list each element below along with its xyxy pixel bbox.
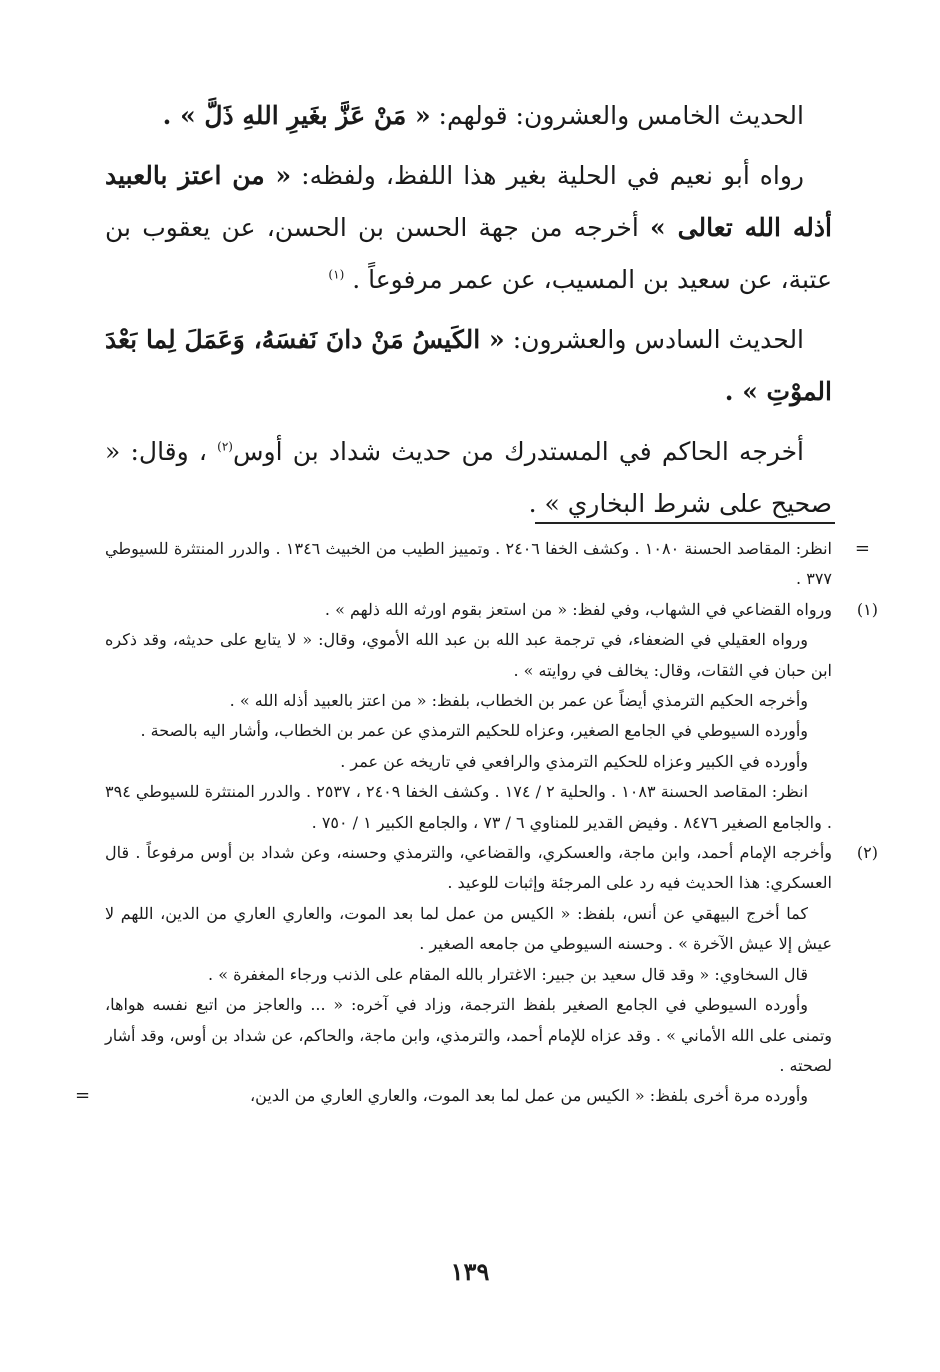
text-segment: أخرجه من جهة الحسن بن الحسن، عن يعقوب بن عتبة، عن سعيد بن المسيب، عن عمر مرفوعاً . xyxy=(105,213,832,294)
footnote-text: وأخرجه الإمام أحمد، وابن ماجة، والعسكري، والقضاعي، والترمذي وحسنه، وعن شداد بن أوس مرفوعاً . قال العسكري: هذا الحديث فيه رد على المرجئة وإثبات للوعيد . xyxy=(105,843,832,893)
footnote-2-line: قال السخاوي: « وقد قال سعيد بن جبير: الاغترار بالله المقام على الذنب ورجاء المغفرة » . xyxy=(208,964,808,984)
hadith-quote: « مَنْ عَزَّ بغَيرِ اللهِ ذَلَّ » . xyxy=(162,101,431,130)
footnote-divider xyxy=(535,522,835,524)
hadith-quote: « من اعتز بالعبيد أذله الله تعالى » xyxy=(105,161,832,242)
page-number: ١٣٩ xyxy=(450,1257,490,1286)
footnote-1-line: وأخرجه الحكيم الترمذي أيضاً عن عمر بن الخطاب، بلفظ: « من اعتز بالعبيد أذله الله » . xyxy=(229,691,808,711)
text-segment: الحديث الخامس والعشرون: قولهم: xyxy=(430,101,804,130)
footnote-text: وأورده مرة أخرى بلفظ: « الكيس من عمل لما بعد الموت، والعاري العاري من الدين، xyxy=(249,1086,808,1106)
footnote-2-line: كما أخرج البيهقي عن أنس، بلفظ: « الكيس من عمل لما بعد الموت، والعاري العاري من الدين، اللهم لا عيش إلا عيش الآخرة » . وحسنه السيوطي من جامعه الصغير . xyxy=(105,903,832,954)
text-segment: الحديث السادس والعشرون: xyxy=(504,325,805,354)
footnote-text: ورواه القضاعي في الشهاب، وفي لفظ: « من استعز بقوم اورثه الله ذلهم » . xyxy=(324,599,832,619)
paragraph-hadith-26 xyxy=(105,314,832,418)
footnote-2-line xyxy=(75,1081,832,1111)
text-segment: ، وقال: « صحيح على شرط البخاري » . xyxy=(105,437,832,518)
footnote-continuation xyxy=(105,534,870,595)
paragraph-hadith-26-source xyxy=(105,426,832,530)
footnote-ref-1: (١) xyxy=(328,267,345,282)
paragraph-hadith-25 xyxy=(105,90,832,142)
main-text xyxy=(105,90,832,538)
footnote-number: (٢) xyxy=(856,843,878,863)
footnote-number: (١) xyxy=(856,599,878,619)
continuation-mark: = xyxy=(854,538,870,559)
footnote-ref-2: (٢) xyxy=(217,439,233,454)
footnote-1-line: ورواه العقيلي في الضعفاء، في ترجمة عبد الله بن عبد الله الأموي، وقال: « لا يتابع على حديثه، وقد ذكره ابن حبان في الثقات، وقال: يخالف في روايته » . xyxy=(105,630,832,680)
footnote-text: انظر: المقاصد الحسنة ١٠٨٠ . وكشف الخفا ٢٤٠٦ . وتمييز الطيب من الخبيث ١٣٤٦ . والدرر المنتثرة للسيوطي ٣٧٧ . xyxy=(105,539,833,589)
hadith-quote: « الكَيسُ مَنْ دانَ نَفسَهُ، وَعَمَلَ لِما بَعْدَ الموْتِ » . xyxy=(105,325,832,406)
continuation-mark: = xyxy=(75,1085,91,1107)
footnote-1-line: وأورده في الكبير وعزاه للحكيم الترمذي والرافعي في تاريخه عن عمر . xyxy=(340,751,808,771)
footnote-1-line: انظر: المقاصد الحسنة ١٠٨٣ . والحلية ٢ / ١٧٤ . وكشف الخفا ٢٤٠٩ ، ٢٥٣٧ . والدرر المنتثرة للسيوطي ٣٩٤ . والجامع الصغير ٨٤٧٦ . وفيض القدير للمناوي ٦ / ٧٣ ، والجامع الكبير ١ / ٧٥٠ . xyxy=(105,782,832,832)
footnotes xyxy=(75,534,878,1112)
footnote-1-line: وأورده السيوطي في الجامع الصغير، وعزاه للحكيم الترمذي عن عمر بن الخطاب، وأشار اليه بالصحة . xyxy=(140,721,808,741)
footnote-2-line: وأورده السيوطي في الجامع الصغير بلفظ الترجمة، وزاد في آخره: « ... والعاجز من اتبع نفسه هواها، وتمنى على الله الأماني » . وقد عزاه للإمام أحمد، والترمذي، وابن ماجة، والحاكم، عن شداد بن أوس، وقد أشار لصحته . xyxy=(105,995,832,1075)
footnote-1 xyxy=(105,595,878,625)
text-segment: رواه أبو نعيم في الحلية بغير هذا اللفظ، ولفظه: xyxy=(291,161,804,190)
paragraph-hadith-25-source xyxy=(105,150,832,306)
footnote-2 xyxy=(105,838,878,899)
text-segment: أخرجه الحاكم في المستدرك من حديث شداد بن أوس xyxy=(232,437,804,466)
